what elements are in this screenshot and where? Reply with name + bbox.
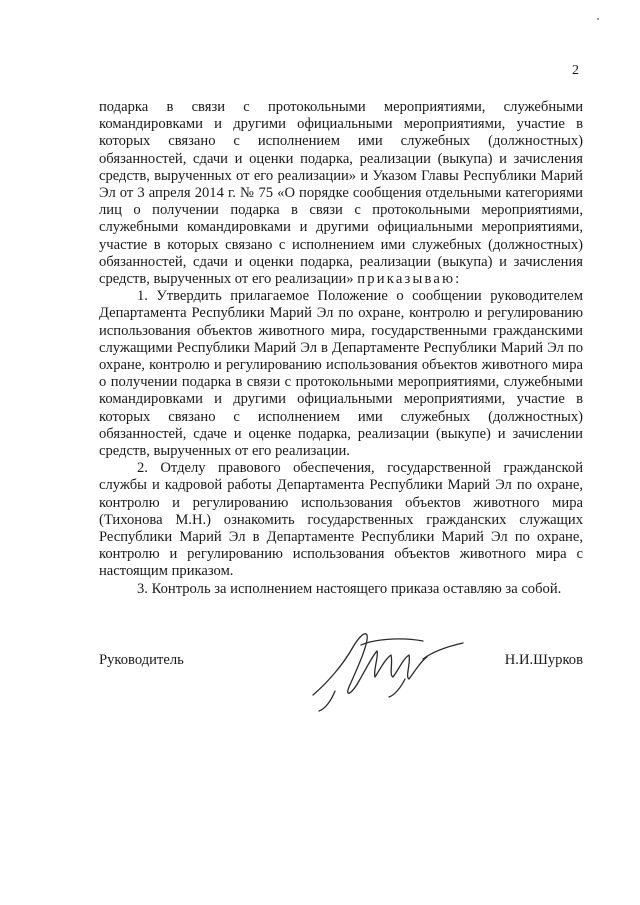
intro-text: подарка в связи с протокольными мероприятиями, служебными командировками и другими официальными мероприятиями, участие в которых связано с исполнением ими служебных (должностных) обязанностей, сдачи и оценки подарка, реализации (выкупа) и зачисления средств, вырученных от его реализации» и Указом Главы Республики Марий Эл от 3 апреля 2014 г. № 75 «О порядке сообщения отдельными категориями лиц о получении подарка в связи с протокольными мероприятиями, служебными командировками и другими официальными мероприятиями, участие в которых связано с исполнением ими служебных (должностных) обязанностей, сдачи и оценки подарка, реализации (выкупа) и зачисления средств, вырученных от его реализации»: [99, 99, 583, 288]
document-body: [99, 99, 583, 598]
order-word: приказываю:: [357, 271, 462, 288]
scan-mark: [597, 18, 599, 20]
order-item-1: 1. Утвердить прилагаемое Положение о сообщении руководителем Департамента Республики Марий Эл по охране, контролю и регулированию использования объектов животного мира, государственными гражданскими служащими Республики Марий Эл в Департаменте Республики Марий Эл по охране, контролю и регулированию использования объектов животного мира о получении подарка в связи с протокольными мероприятиями, служебными командировками и другими официальными мероприятиями, участие в которых связано с исполнением ими служебных (должностных) обязанностей, сдаче и оценке подарка, реализации (выкупе) и зачислении средств, вырученных от его реализации.: [99, 288, 583, 460]
handwritten-signature-icon: [305, 625, 475, 715]
order-item-3: 3. Контроль за исполнением настоящего приказа оставляю за собой.: [137, 580, 562, 597]
order-item-2: 2. Отделу правового обеспечения, государственной гражданской службы и кадровой работы Департамента Республики Марий Эл по охране, контролю и регулированию использования объектов животного мира (Тихонова М.Н.) ознакомить государственных гражданских служащих Республики Марий Эл в Департаменте Республики Марий Эл по охране, контролю и регулированию использования объектов животного мира с настоящим приказом.: [99, 460, 583, 580]
intro-paragraph: [99, 99, 583, 288]
page-number: 2: [572, 63, 579, 78]
signatory-title: Руководитель: [99, 652, 184, 668]
signatory-name: Н.И.Шурков: [504, 652, 583, 668]
